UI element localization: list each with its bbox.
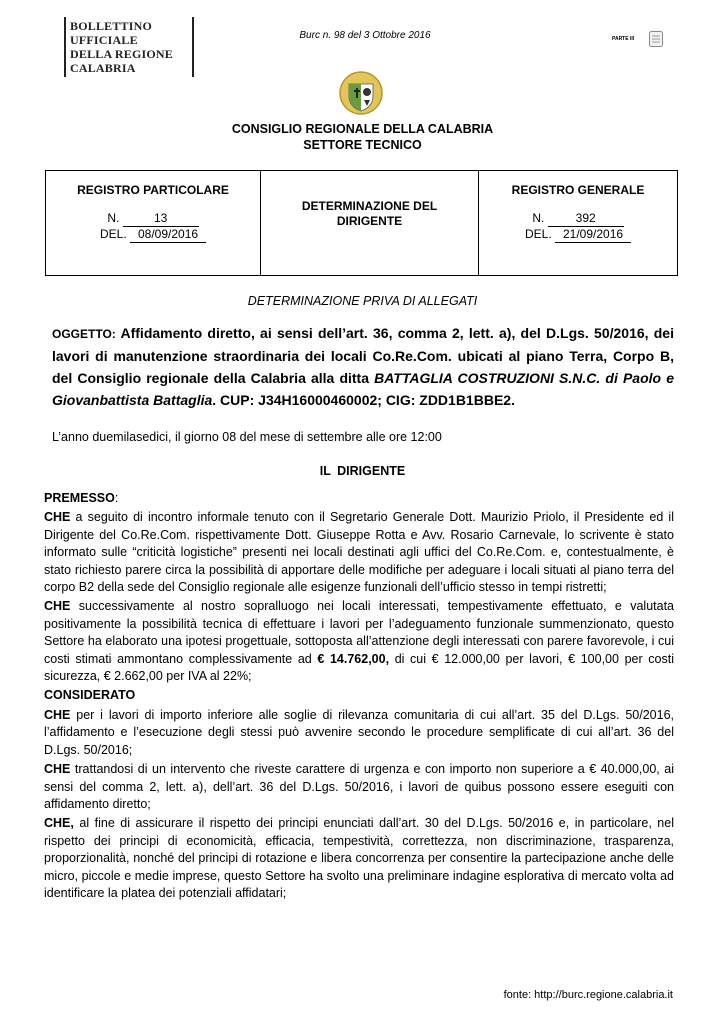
considerato-heading: CONSIDERATO (44, 688, 136, 703)
registro-generale-date (479, 227, 677, 243)
il-dirigente-heading: IL DIRIGENTE (319, 464, 406, 478)
allegati-note: DETERMINAZIONE PRIVA DI ALLEGATI (247, 294, 478, 308)
n-value: 13 (123, 211, 199, 227)
council-name: CONSIGLIO REGIONALE DELLA CALABRIA (231, 122, 494, 136)
n-label: N. (107, 211, 120, 225)
regione-calabria-emblem-icon (338, 70, 384, 116)
total-amount: € 14.762,00, (317, 651, 390, 666)
premesso-paragraph-1 (44, 509, 674, 596)
n-value: 392 (548, 211, 624, 227)
paragraph-text: successivamente al nostro sopralluogo nei locali interessati, tempestivamente effettuato, e valutata positivamente la possibilità tecnica di effettuare i lavori per l’adeguamento funzionale summenzionato, questo Settore ha elaborato una ipotesi progettuale, sottoposta all’attenzione degli interessati con parere favorevole, i cui costi stimati ammontano complessivamente ad (44, 599, 674, 666)
registro-particolare-date (46, 227, 260, 243)
registro-particolare (46, 183, 260, 243)
determinazione-title (261, 199, 478, 229)
che-label: CHE (44, 762, 71, 777)
oggetto-label: OGGETTO: (52, 327, 116, 341)
oggetto-paragraph (52, 322, 674, 411)
document-page-icon (648, 30, 664, 48)
considerato-paragraph-1 (44, 707, 674, 759)
paragraph-text: per i lavori di importo inferiore alle soglie di rilevanza comunitaria di cui all’art. 35 del D.Lgs. 50/2016, l’affidamento e l’esecuzione degli stessi può avvenire secondo le procedure semplificate di cui all’art. 36 del D.Lgs. 50/2016; (44, 707, 674, 757)
considerato-paragraph-3 (44, 815, 674, 902)
premesso-label: PREMESSO (44, 491, 115, 505)
che-label: CHE (44, 707, 71, 722)
premesso-colon: : (114, 491, 119, 505)
del-label: DEL. (524, 227, 552, 241)
che-label: CHE, (44, 816, 74, 831)
oggetto-text-part2: . CUP: J34H16000460002; CIG: ZDD1B1BBE2. (212, 392, 515, 408)
premesso-paragraph-2 (44, 598, 674, 685)
considerato-paragraph-2 (44, 761, 674, 813)
date-statement: L’anno duemilasedici, il giorno 08 del mese di settembre alle ore 12:00 (52, 430, 442, 444)
source-footer: fonte: http://burc.regione.calabria.it (503, 989, 673, 1001)
determinazione-line2: DIRIGENTE (336, 214, 403, 228)
council-heading (0, 121, 725, 153)
premesso-heading (44, 490, 674, 507)
registro-particolare-title: REGISTRO PARTICOLARE (77, 183, 229, 197)
issue-reference: Burc n. 98 del 3 Ottobre 2016 (299, 30, 431, 41)
che-label: CHE (44, 510, 71, 525)
determinazione-line1: DETERMINAZIONE DEL (301, 199, 438, 213)
registro-generale (479, 183, 677, 243)
paragraph-text: a seguito di incontro informale tenuto con il Segretario Generale Dott. Maurizio Priolo, il Presidente ed il Dirigente del Co.Re.Com. rispettivamente Dott. Giuseppe Rotta e Avv. Rosario Carnevale, lo scrivente è stato informato sulle “criticità logistiche” presenti nei locali destinati agli uffici del Co.Re.Com. e, contestualmente, è stato richiesto parere circa la possibilità di apportare delle modifiche per adeguare i locali situati al piano terra del corpo B2 della sede del Consiglio regionale alle esigenze funzionali dell’ufficio stesso in tempi ristretti; (44, 510, 674, 595)
del-value: 08/09/2016 (130, 227, 206, 243)
masthead-logo (64, 17, 194, 77)
del-value: 21/09/2016 (555, 227, 631, 243)
paragraph-text: trattandosi di un intervento che riveste carattere di urgenza e con importo non superiore a € 40.000,00, ai sensi del comma 2, lett. a), dell’art. 36 del D.Lgs. 50/2016, i lavori de quibus possono essere eseguiti con affidamento diretto; (44, 762, 674, 811)
registro-generale-number (479, 211, 677, 227)
sector-name: SETTORE TECNICO (303, 138, 422, 152)
registry-box (45, 170, 678, 276)
oggetto-company: BATTAGLIA COSTRUZIONI S.N.C. di Paolo e Giovanbattista Battaglia (52, 370, 674, 408)
masthead-line1: BOLLETTINO UFFICIALE (70, 19, 153, 47)
paragraph-text: di cui € 12.000,00 per lavori, € 100,00 per costi sicurezza, € 2.662,00 per IVA al 22%; (44, 651, 674, 684)
paragraph-text: al fine di assicurare il rispetto dei principi enunciati dall’art. 30 del D.Lgs. 50/2016 e, in particolare, nel rispetto dei principi di economicità, efficacia, tempestività, correttezza, non discriminazione, trasparenza, proporzionalità, nonché del principi di rotazione e libera concorrenza per consentire la partecipazione anche delle micro, piccole e medie imprese, questo Settore ha svolto una preliminare indagine esplorativa di mercato volta ad identificare la platea dei potenziali affidatari; (44, 816, 674, 900)
document-body (44, 490, 674, 904)
masthead-line2: DELLA REGIONE CALABRIA (70, 47, 173, 75)
che-label: CHE (44, 599, 71, 614)
registro-particolare-number (46, 211, 260, 227)
parte-label: PARTE III (612, 36, 635, 42)
n-label: N. (532, 211, 545, 225)
del-label: DEL. (99, 227, 127, 241)
registro-generale-title: REGISTRO GENERALE (511, 183, 645, 197)
oggetto-text-part1: Affidamento diretto, ai sensi dell’art. 36, comma 2, lett. a), del D.Lgs. 50/2016, dei lavori di manutenzione straordinaria dei locali Co.Re.Com. ubicati al piano Terra, Corpo B, del Consiglio regionale della Calabria alla ditta (52, 325, 674, 386)
